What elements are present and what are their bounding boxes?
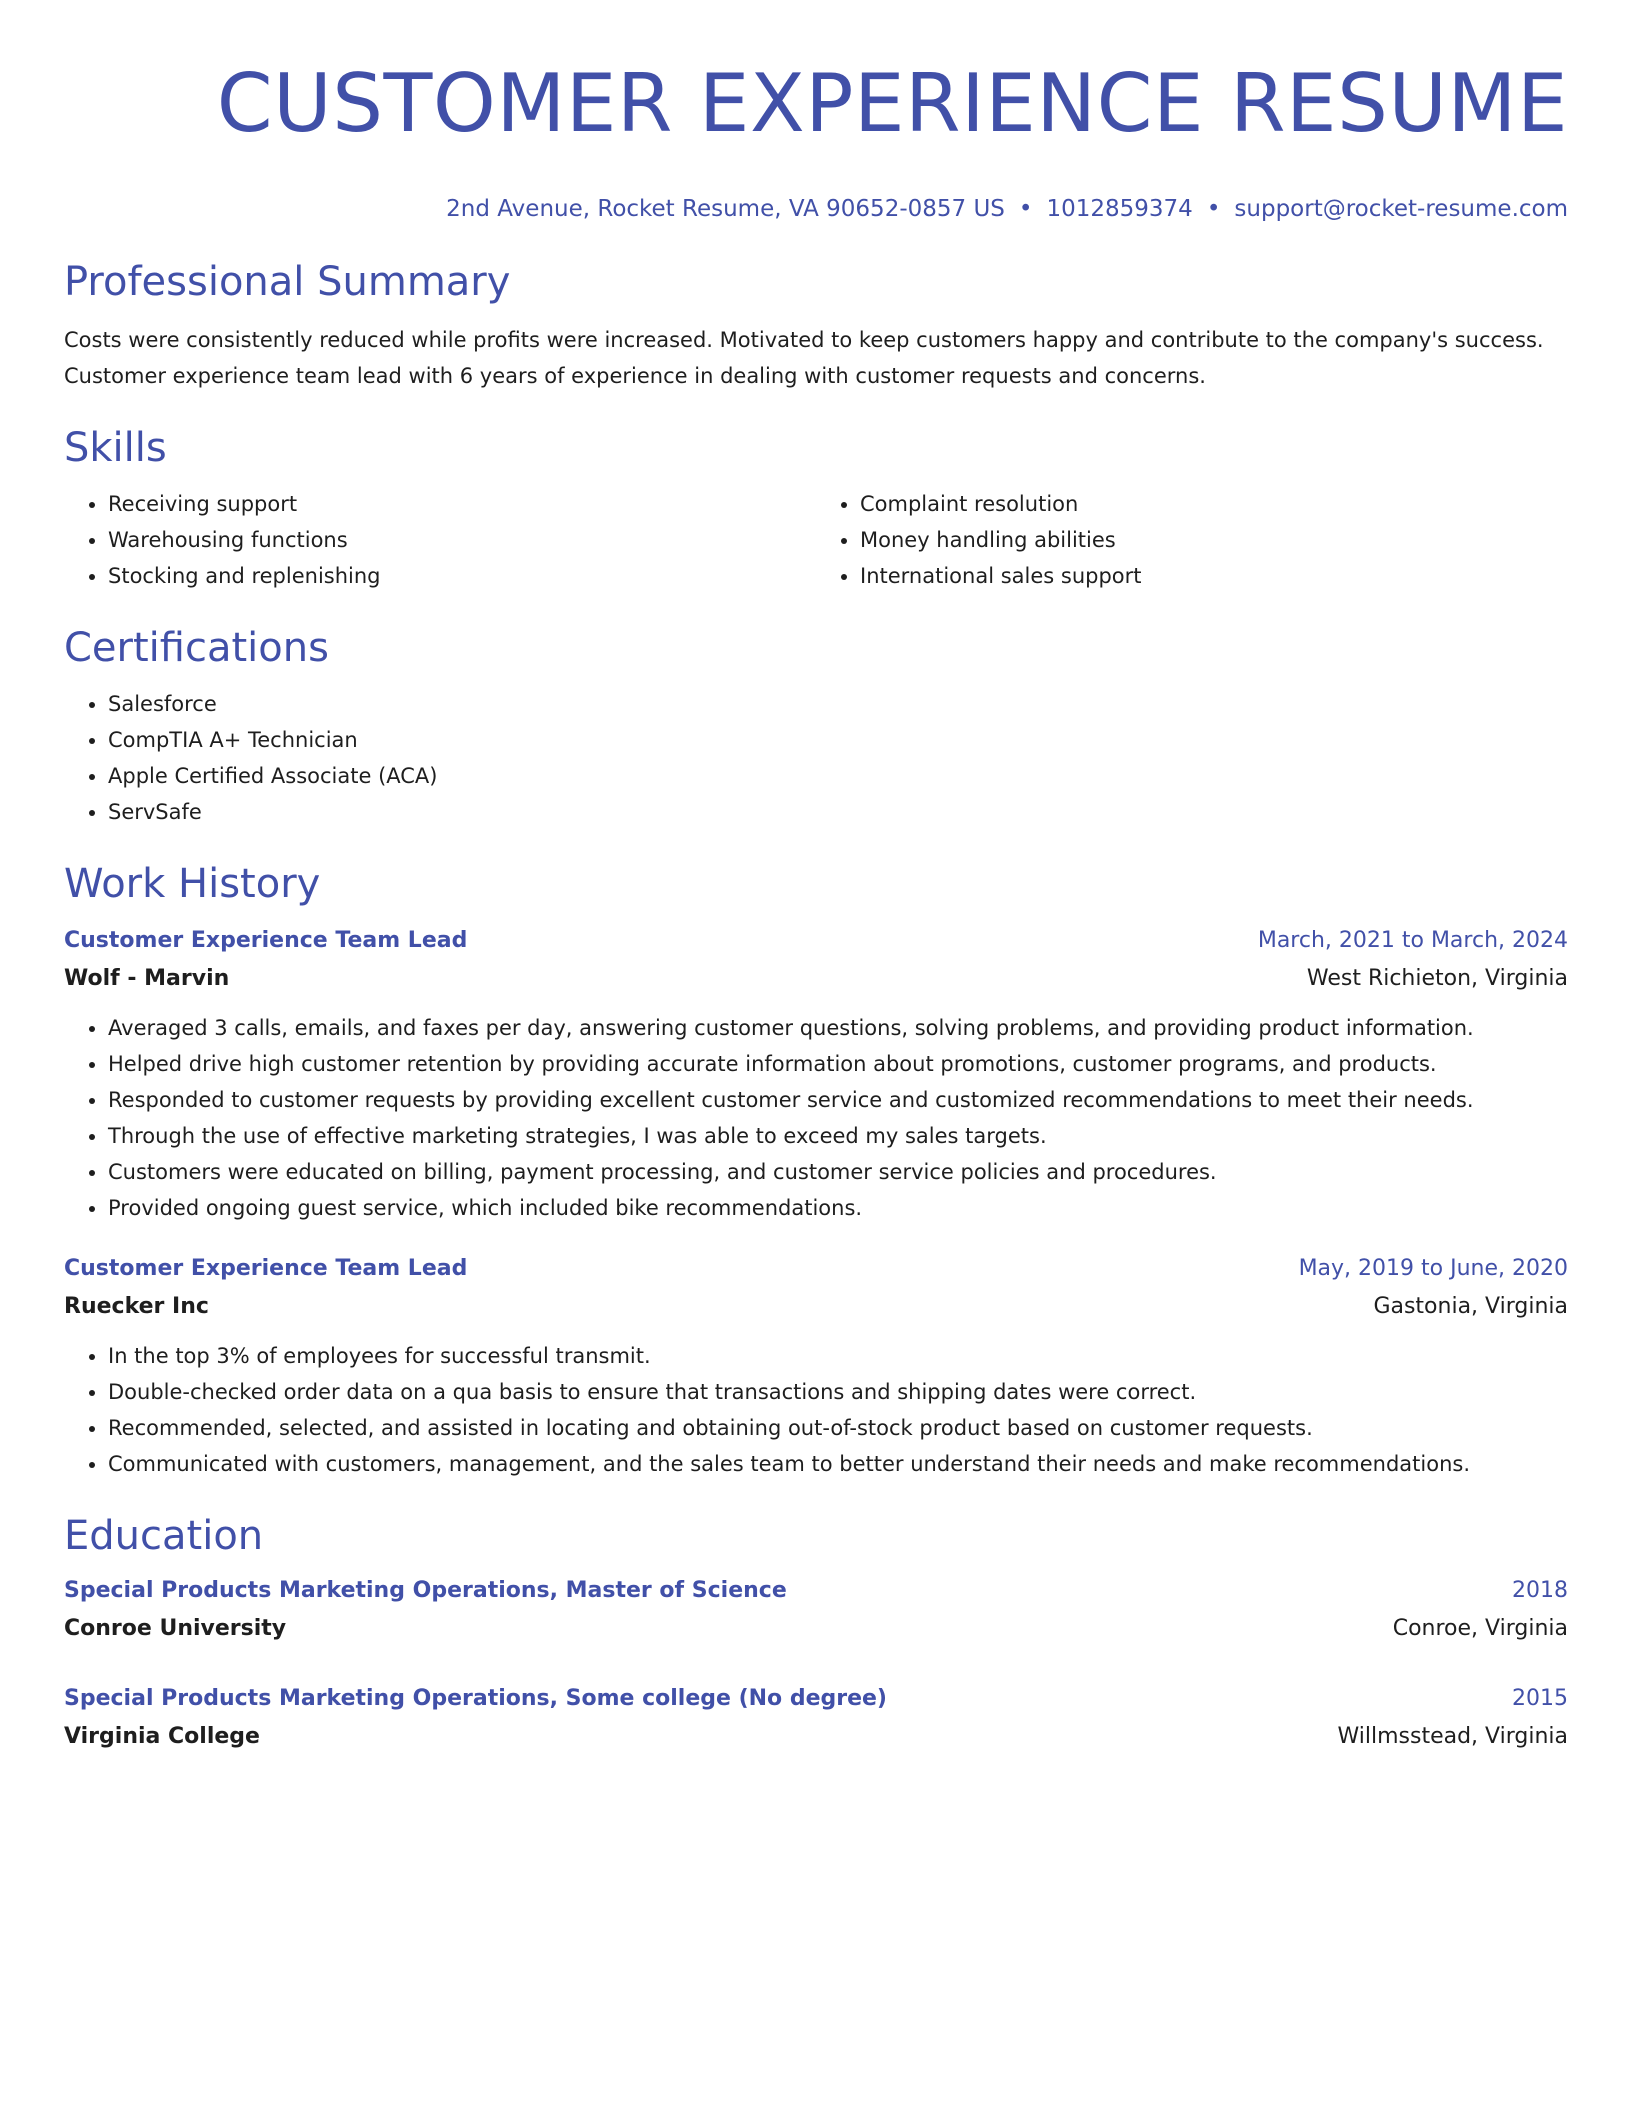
education-school: Virginia College — [64, 1724, 260, 1749]
work-heading: Work History — [64, 861, 321, 907]
education-location: Willmsstead, Virginia — [1337, 1724, 1568, 1749]
job-bullet: • Double-checked order data on a qua basis to ensure that transactions and shipping dates were correct. — [108, 1374, 1568, 1410]
education-degree-row — [64, 1572, 1568, 1610]
education-school-row — [64, 1718, 1568, 1756]
education-degree: Special Products Marketing Operations, Master of Science — [64, 1578, 787, 1603]
education-entry — [64, 1572, 1568, 1648]
job-title: Customer Experience Team Lead — [64, 1256, 468, 1281]
contact-phone: 1012859374 — [1046, 196, 1193, 222]
certifications-heading: Certifications — [64, 625, 329, 671]
job-bullets — [64, 1010, 1568, 1226]
job-header-row — [64, 1250, 1568, 1288]
education-year: 2015 — [1512, 1686, 1568, 1711]
skill-item: • Complaint resolution — [860, 486, 1568, 522]
education-school-row — [64, 1610, 1568, 1648]
certifications-list — [64, 686, 1568, 830]
certification-item: • Salesforce — [108, 686, 1568, 722]
certification-item: • CompTIA A+ Technician — [108, 722, 1568, 758]
resume-title: CUSTOMER EXPERIENCE RESUME — [216, 57, 1568, 150]
job-dates: May, 2019 to June, 2020 — [1298, 1256, 1568, 1281]
job-bullet: • Through the use of effective marketing strategies, I was able to exceed my sales targets. — [108, 1118, 1568, 1154]
skills-heading: Skills — [64, 425, 167, 471]
education-school: Conroe University — [64, 1616, 287, 1641]
job-bullet: • Recommended, selected, and assisted in locating and obtaining out-of-stock product based on customer requests. — [108, 1410, 1568, 1446]
summary-line: Costs were consistently reduced while profits were increased. Motivated to keep customers happy and contribute to the company's success. — [64, 328, 1544, 352]
job-bullet: • Communicated with customers, management, and the sales team to better understand their needs and make recommendations. — [108, 1446, 1568, 1482]
certifications-section — [64, 622, 1568, 830]
contact-line — [64, 194, 1568, 224]
job-title: Customer Experience Team Lead — [64, 928, 468, 953]
skill-item: • International sales support — [860, 558, 1568, 594]
education-degree-row — [64, 1680, 1568, 1718]
job-bullet: • Responded to customer requests by providing excellent customer service and customized recommendations to meet their needs. — [108, 1082, 1568, 1118]
job-header-row — [64, 922, 1568, 960]
job-company-row — [64, 960, 1568, 998]
skill-item: • Receiving support — [108, 486, 816, 522]
certification-item: • Apple Certified Associate (ACA) — [108, 758, 1568, 794]
education-heading: Education — [64, 1513, 264, 1559]
contact-address: 2nd Avenue, Rocket Resume, VA 90652-0857 US — [446, 196, 1005, 222]
education-year: 2018 — [1512, 1578, 1568, 1603]
summary-section — [64, 256, 1568, 394]
contact-email[interactable]: support@rocket-resume.com — [1234, 196, 1568, 222]
summary-line: Customer experience team lead with 6 years of experience in dealing with customer requests and concerns. — [64, 364, 1206, 388]
summary-heading: Professional Summary — [64, 259, 511, 305]
job-location: West Richieton, Virginia — [1306, 966, 1568, 991]
education-degree: Special Products Marketing Operations, Some college (No degree) — [64, 1686, 887, 1711]
summary-text — [64, 322, 1568, 394]
job-dates: March, 2021 to March, 2024 — [1257, 928, 1568, 953]
job-bullet: • Helped drive high customer retention by providing accurate information about promotions, customer programs, and products. — [108, 1046, 1568, 1082]
job-company: Wolf - Marvin — [64, 966, 230, 991]
job-bullet: • Customers were educated on billing, payment processing, and customer service policies and procedures. — [108, 1154, 1568, 1190]
contact-separator: • — [1206, 196, 1221, 222]
work-section — [64, 858, 1568, 1482]
education-location: Conroe, Virginia — [1392, 1616, 1568, 1641]
education-section — [64, 1510, 1568, 1756]
certification-item: • ServSafe — [108, 794, 1568, 830]
job-bullets — [64, 1338, 1568, 1482]
job-bullet: • Provided ongoing guest service, which included bike recommendations. — [108, 1190, 1568, 1226]
job-bullet: • Averaged 3 calls, emails, and faxes per day, answering customer questions, solving problems, and providing product information. — [108, 1010, 1568, 1046]
job-company-row — [64, 1288, 1568, 1326]
job-company: Ruecker Inc — [64, 1294, 209, 1319]
skill-item: • Warehousing functions — [108, 522, 816, 558]
skill-item: • Money handling abilities — [860, 522, 1568, 558]
job-bullet: • In the top 3% of employees for successful transmit. — [108, 1338, 1568, 1374]
job-entry — [64, 1250, 1568, 1482]
skills-grid — [64, 486, 1568, 594]
contact-separator: • — [1018, 196, 1033, 222]
skills-section — [64, 422, 1568, 594]
skills-list-left — [64, 486, 816, 594]
skills-list-right — [816, 486, 1568, 594]
job-entry — [64, 922, 1568, 1226]
education-entry — [64, 1680, 1568, 1756]
skill-item: • Stocking and replenishing — [108, 558, 816, 594]
job-location: Gastonia, Virginia — [1373, 1294, 1568, 1319]
